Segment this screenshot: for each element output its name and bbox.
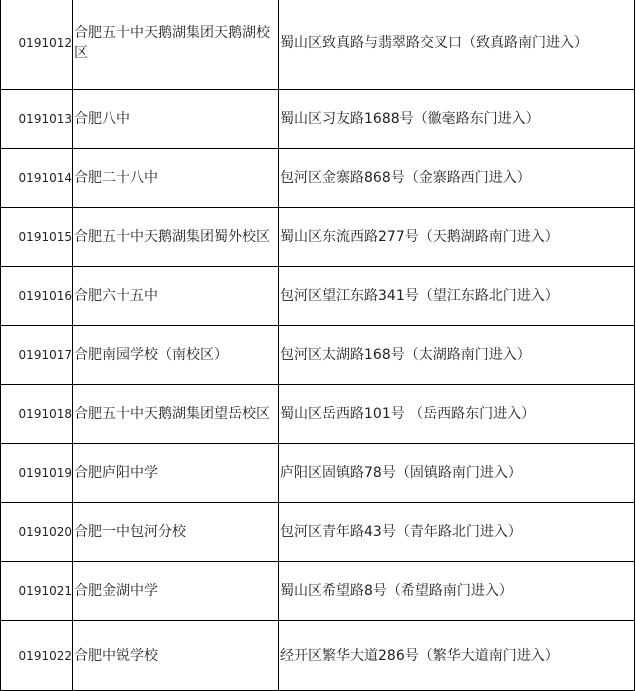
school-address: 蜀山区习友路1688号（徽毫路东门进入） <box>279 90 635 149</box>
school-name: 合肥五十中天鹅湖集团望岳校区 <box>73 385 279 444</box>
site-code: 0191021 <box>1 562 73 621</box>
school-name: 合肥六十五中 <box>73 267 279 326</box>
table-row <box>1 149 635 208</box>
site-code: 0191019 <box>1 444 73 503</box>
site-code: 0191016 <box>1 267 73 326</box>
school-name: 合肥五十中天鹅湖集团蜀外校区 <box>73 208 279 267</box>
table-row <box>1 503 635 562</box>
table-row <box>1 562 635 621</box>
school-address: 蜀山区岳西路101号 （岳西路东门进入） <box>279 385 635 444</box>
site-code: 0191013 <box>1 90 73 149</box>
table-row <box>1 326 635 385</box>
school-name: 合肥中锐学校 <box>73 621 279 691</box>
school-name: 合肥八中 <box>73 90 279 149</box>
site-code: 0191018 <box>1 385 73 444</box>
site-code: 0191015 <box>1 208 73 267</box>
site-code: 0191014 <box>1 149 73 208</box>
school-address: 蜀山区东流西路277号（天鹅湖路南门进入） <box>279 208 635 267</box>
table-row <box>1 0 635 90</box>
school-name: 合肥一中包河分校 <box>73 503 279 562</box>
school-address: 包河区太湖路168号（太湖路南门进入） <box>279 326 635 385</box>
site-code: 0191022 <box>1 621 73 691</box>
table-row <box>1 267 635 326</box>
table-row <box>1 385 635 444</box>
school-address: 蜀山区希望路8号（希望路南门进入） <box>279 562 635 621</box>
school-name: 合肥二十八中 <box>73 149 279 208</box>
school-address: 蜀山区致真路与翡翠路交叉口（致真路南门进入） <box>279 0 635 90</box>
site-code: 0191020 <box>1 503 73 562</box>
site-code: 0191012 <box>1 0 73 90</box>
school-name: 合肥五十中天鹅湖集团天鹅湖校区 <box>73 0 279 90</box>
school-name: 合肥南园学校（南校区） <box>73 326 279 385</box>
school-name: 合肥庐阳中学 <box>73 444 279 503</box>
table-row <box>1 90 635 149</box>
site-code: 0191017 <box>1 326 73 385</box>
school-address: 包河区青年路43号（青年路北门进入） <box>279 503 635 562</box>
table-row <box>1 621 635 691</box>
school-name: 合肥金湖中学 <box>73 562 279 621</box>
school-address: 包河区望江东路341号（望江东路北门进入） <box>279 267 635 326</box>
school-address: 包河区金寨路868号（金寨路西门进入） <box>279 149 635 208</box>
school-address: 经开区繁华大道286号（繁华大道南门进入） <box>279 621 635 691</box>
table-row <box>1 208 635 267</box>
table-row <box>1 444 635 503</box>
school-address: 庐阳区固镇路78号（固镇路南门进入） <box>279 444 635 503</box>
